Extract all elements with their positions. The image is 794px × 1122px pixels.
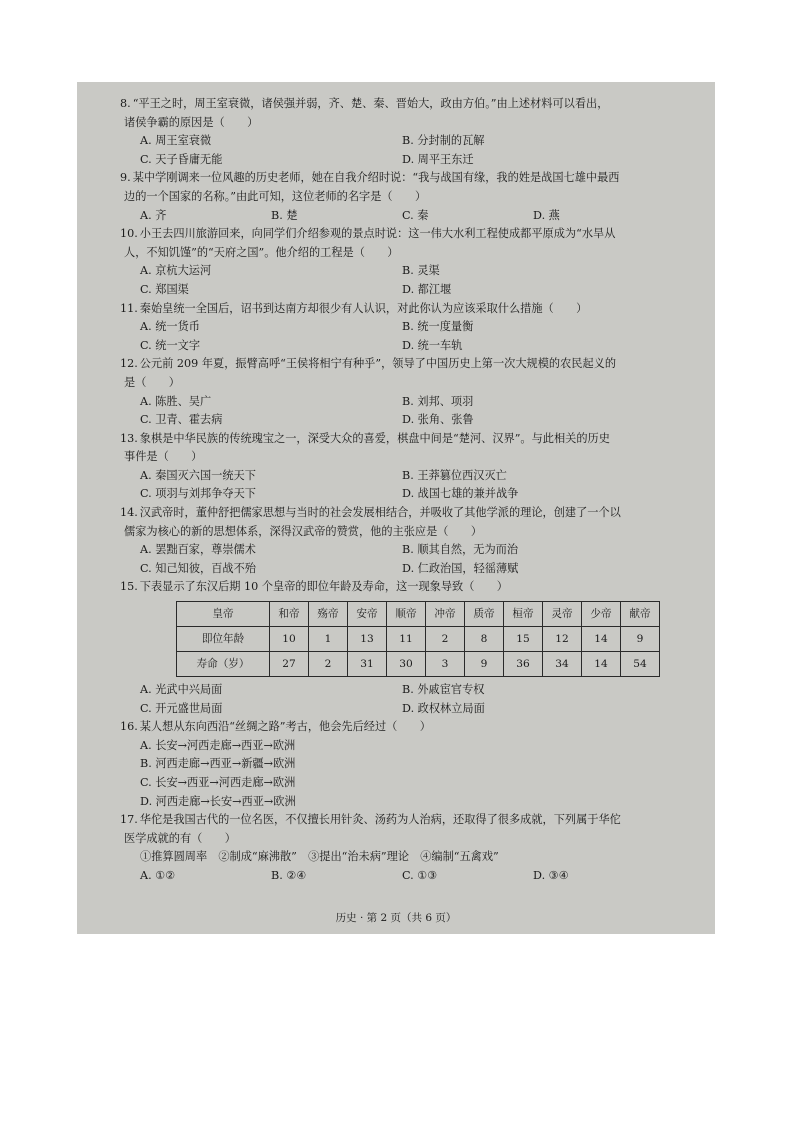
table-cell: 3 xyxy=(426,652,465,677)
question-text-cont: 儒家为核心的新的思想体系，深得汉武帝的赞赏，他的主张应是（ ） xyxy=(124,524,483,538)
question-number: 17. xyxy=(120,813,138,827)
option-b: B. ②④ xyxy=(271,868,307,882)
table-cell: 11 xyxy=(387,627,426,652)
table-cell: 13 xyxy=(348,627,387,652)
options xyxy=(140,262,691,299)
option-a: A. 陈胜、吴广 xyxy=(140,394,212,408)
option-d: D. ③④ xyxy=(533,868,569,882)
options xyxy=(140,393,691,430)
option-c: C. 知己知彼，百战不殆 xyxy=(140,561,256,575)
question-number: 15. xyxy=(120,580,138,594)
question-number: 16. xyxy=(120,720,138,734)
question-14 xyxy=(120,504,691,578)
option-a: A. 统一货币 xyxy=(140,320,200,334)
table-cell: 34 xyxy=(543,652,582,677)
question-8 xyxy=(120,95,691,169)
question-text: 公元前 209 年夏，振臂高呼“王侯将相宁有种乎”，领导了中国历史上第一次大规模的农民起义的 xyxy=(139,357,617,371)
table-cell: 1 xyxy=(309,627,348,652)
option-d: D. 战国七雄的兼并战争 xyxy=(402,487,519,501)
question-number: 14. xyxy=(120,506,138,520)
option-b: B. 楚 xyxy=(271,208,298,222)
option-c: C. ①③ xyxy=(402,868,438,882)
options xyxy=(140,467,691,504)
option-c: C. 统一文字 xyxy=(140,338,201,352)
question-text: 小王去四川旅游回来，向同学们介绍参观的景点时说：这一伟大水利工程使成都平原成为“水旱从 xyxy=(139,227,616,241)
option-d: D. 都江堰 xyxy=(402,282,452,296)
table-header-cell: 灵帝 xyxy=(543,602,582,627)
question-number: 13. xyxy=(120,431,138,445)
options xyxy=(140,541,691,578)
table-header-cell: 顺帝 xyxy=(387,602,426,627)
page-footer: 历史 · 第 2 页（共 6 页） xyxy=(335,912,457,925)
table-cell: 寿命（岁） xyxy=(177,652,270,677)
table-cell: 15 xyxy=(504,627,543,652)
table-header-cell: 冲帝 xyxy=(426,602,465,627)
option-a: A. 周王室衰微 xyxy=(140,134,212,148)
question-number: 8. xyxy=(120,97,131,110)
question-text-cont: 边的一个国家的名称。”由此可知，这位老师的名字是（ ） xyxy=(124,189,427,203)
table-header-cell: 殇帝 xyxy=(309,602,348,627)
table-header-cell: 质帝 xyxy=(465,602,504,627)
table-header-cell: 皇帝 xyxy=(177,602,270,627)
option-a: A. 罢黜百家，尊崇儒术 xyxy=(140,543,256,557)
question-text-cont: 事件是（ ） xyxy=(124,450,203,464)
table-cell: 14 xyxy=(582,627,621,652)
question-text-cont: 人，不知饥馑”的“天府之国”。他介绍的工程是（ ） xyxy=(124,245,399,259)
question-text: 下表显示了东汉后期 10 个皇帝的即位年龄及寿命，这一现象导致（ ） xyxy=(139,580,508,594)
table-cell: 36 xyxy=(504,652,543,677)
question-text: 汉武帝时，董仲舒把儒家思想与当时的社会发展相结合，并吸收了其他学派的理论，创建了一个以 xyxy=(139,506,621,520)
question-text: 秦始皇统一全国后，诏书到达南方却很少有人认识，对此你认为应该采取什么措施（ ） xyxy=(139,301,588,315)
options xyxy=(140,207,691,226)
option-a: A. 光武中兴局面 xyxy=(140,683,223,697)
question-number: 9. xyxy=(120,171,131,185)
option-c: C. 秦 xyxy=(402,208,429,222)
table-header-cell: 献帝 xyxy=(621,602,660,627)
option-c: C. 开元盛世局面 xyxy=(140,701,223,715)
option-a: A. 京杭大运河 xyxy=(140,264,212,278)
options xyxy=(140,867,691,886)
question-11 xyxy=(120,300,691,356)
option-d: D. 张角、张鲁 xyxy=(402,413,474,427)
table-row xyxy=(177,627,660,652)
question-text-cont: 医学成就的有（ ） xyxy=(124,831,236,845)
question-12 xyxy=(120,355,691,429)
question-number: 11. xyxy=(120,301,138,315)
option-d: D. 统一车轨 xyxy=(402,338,463,352)
table-header-cell: 桓帝 xyxy=(504,602,543,627)
option-c: C. 卫青、霍去病 xyxy=(140,413,223,427)
option-b: B. 王莽篡位西汉灭亡 xyxy=(402,468,507,482)
question-number: 12. xyxy=(120,357,138,371)
table-row xyxy=(177,652,660,677)
question-10 xyxy=(120,225,691,299)
table-header-row xyxy=(177,602,660,627)
option-d: D. 仁政治国，轻徭薄赋 xyxy=(402,561,519,575)
option-a: A. 长安→河西走廊→西亚→欧洲 xyxy=(140,738,296,752)
options xyxy=(140,737,691,811)
option-c: C. 项羽与刘邦争夺天下 xyxy=(140,487,256,501)
option-a: A. 齐 xyxy=(140,208,167,222)
question-17 xyxy=(120,811,691,885)
question-text: 象棋是中华民族的传统瑰宝之一，深受大众的喜爱，棋盘中间是“楚河、汉界”。与此相关的历史 xyxy=(139,431,610,445)
option-b: B. 统一度量衡 xyxy=(402,320,474,334)
table-header-cell: 安帝 xyxy=(348,602,387,627)
option-c: C. 郑国渠 xyxy=(140,282,189,296)
question-text: 某中学刚调来一位风趣的历史老师，她在自我介绍时说：“我与战国有缘，我的姓是战国七雄中最西 xyxy=(132,171,620,185)
option-b: B. 灵渠 xyxy=(402,264,440,278)
table-cell: 2 xyxy=(309,652,348,677)
table-cell: 14 xyxy=(582,652,621,677)
table-cell: 54 xyxy=(621,652,660,677)
question-text: 华佗是我国古代的一位名医，不仅擅长用针灸、汤药为人治病，还取得了很多成就，下列属于华佗 xyxy=(139,813,621,827)
table-header-cell: 和帝 xyxy=(270,602,309,627)
emperor-table xyxy=(176,601,660,677)
option-a: A. ①② xyxy=(140,868,176,882)
table-cell: 8 xyxy=(465,627,504,652)
table-cell: 27 xyxy=(270,652,309,677)
options xyxy=(140,681,691,718)
question-13 xyxy=(120,430,691,504)
question-15 xyxy=(120,578,691,718)
option-d: D. 周平王东迁 xyxy=(402,152,474,166)
option-b: B. 河西走廊→西亚→新疆→欧洲 xyxy=(140,757,296,771)
question-16 xyxy=(120,718,691,811)
option-d: D. 政权林立局面 xyxy=(402,701,485,715)
options xyxy=(140,132,691,169)
option-d: D. 燕 xyxy=(533,208,560,222)
question-number: 10. xyxy=(120,227,138,241)
option-b: B. 分封制的瓦解 xyxy=(402,134,485,148)
option-b: B. 外戚宦官专权 xyxy=(402,683,485,697)
table-cell: 9 xyxy=(465,652,504,677)
table-cell: 2 xyxy=(426,627,465,652)
options xyxy=(140,318,691,355)
option-a: A. 秦国灭六国一统天下 xyxy=(140,468,256,482)
table-cell: 10 xyxy=(270,627,309,652)
table-cell: 9 xyxy=(621,627,660,652)
option-b: B. 刘邦、项羽 xyxy=(402,394,474,408)
exam-page xyxy=(77,82,715,934)
table-header-cell: 少帝 xyxy=(582,602,621,627)
numbered-items: ①推算圆周率 ②制成“麻沸散” ③提出“治未病”理论 ④编制“五禽戏” xyxy=(140,850,499,864)
question-text: “平王之时，周王室衰微，诸侯强并弱，齐、楚、秦、晋始大，政由方伯。”由上述材料可以看出， xyxy=(132,97,609,110)
option-c: C. 长安→西亚→河西走廊→欧洲 xyxy=(140,776,296,789)
question-9 xyxy=(120,169,691,225)
table-cell: 即位年龄 xyxy=(177,627,270,652)
table-cell: 12 xyxy=(543,627,582,652)
option-c: C. 天子昏庸无能 xyxy=(140,152,223,166)
option-b: B. 顺其自然，无为而治 xyxy=(402,543,519,557)
table-cell: 30 xyxy=(387,652,426,677)
question-text-cont: 是（ ） xyxy=(124,375,180,389)
option-d: D. 河西走廊→长安→西亚→欧洲 xyxy=(140,794,296,808)
table-cell: 31 xyxy=(348,652,387,677)
question-text-cont: 诸侯争霸的原因是（ ） xyxy=(124,115,259,129)
question-text: 某人想从东向西沿“丝绸之路”考古，他会先后经过（ ） xyxy=(139,720,431,734)
